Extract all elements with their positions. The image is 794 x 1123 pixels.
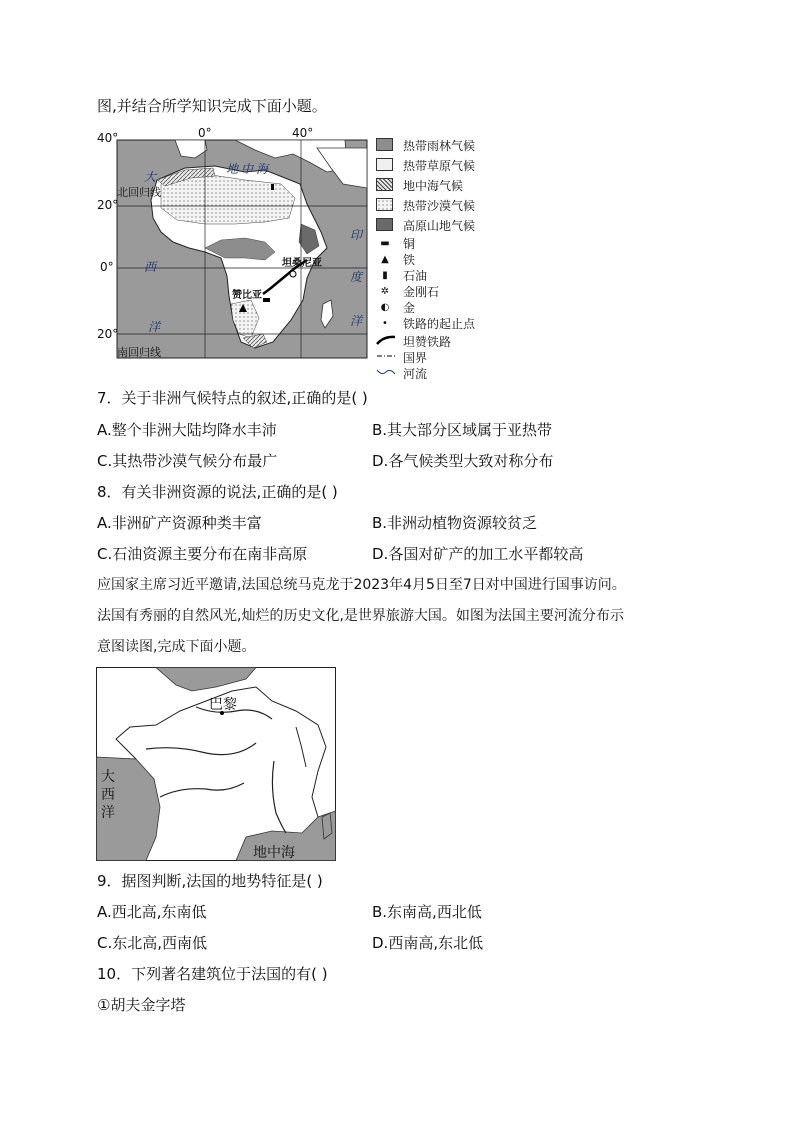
q8-option-d[interactable]: D.各国对矿产的加工水平都较高	[372, 545, 584, 563]
label-paris: 巴黎	[209, 697, 237, 713]
label-med-sea: 地中海	[226, 162, 272, 176]
copper-icon	[263, 298, 270, 302]
france-intro-1: 应国家主席习近平邀请,法国总统马克龙于2023年4月5日至7日对中国进行国事访问。	[97, 577, 626, 593]
lat-20s: 20°	[97, 327, 119, 341]
q9-stem: 9．据图判断,法国的地势特征是( )	[97, 872, 323, 890]
q7-option-a[interactable]: A.整个非洲大陆均降水丰沛	[97, 421, 277, 439]
iron-icon: ▲	[381, 254, 389, 265]
q8-stem: 8．有关非洲资源的说法,正确的是( )	[97, 483, 338, 501]
gold-icon	[290, 271, 296, 277]
q7-stem: 7．关于非洲气候特点的叙述,正确的是( )	[97, 389, 368, 407]
lat-20n: 20°	[97, 198, 119, 212]
label-zambia: 赞比亚	[232, 290, 262, 301]
diamond-icon: ✲	[380, 286, 390, 297]
railway-end-icon: •	[382, 318, 388, 329]
q8-option-a[interactable]: A.非洲矿产资源种类丰富	[97, 514, 262, 532]
intro-text: 图,并结合所学知识完成下面小题。	[97, 97, 327, 115]
lat-40: 40°	[97, 131, 119, 145]
label-indian-1: 印	[350, 228, 363, 242]
label-indian-2: 度	[350, 270, 363, 284]
q9-option-b[interactable]: B.东南高,西北低	[372, 903, 482, 921]
gold-icon: ◐	[380, 302, 390, 313]
label-atlantic-3: 洋	[148, 320, 161, 334]
copper-icon: ▬	[380, 238, 390, 249]
lon-40: 40°	[292, 126, 314, 140]
q7-option-c[interactable]: C.其热带沙漠气候分布最广	[97, 452, 278, 470]
q8-option-c[interactable]: C.石油资源主要分布在南非高原	[97, 545, 308, 563]
q7-option-d[interactable]: D.各气候类型大致对称分布	[372, 452, 554, 470]
q8-option-b[interactable]: B.非洲动植物资源较贫乏	[372, 514, 538, 532]
border-icon	[376, 350, 394, 364]
lat-0: 0°	[100, 260, 114, 274]
lon-0: 0°	[198, 126, 212, 140]
q7-option-b[interactable]: B.其大部分区域属于亚热带	[372, 421, 553, 439]
oil-icon: ▮	[382, 270, 388, 281]
label-atlantic: 大西洋	[101, 769, 115, 821]
france-intro-3: 意图读图,完成下面小题。	[97, 639, 256, 655]
q9-option-d[interactable]: D.西南高,东北低	[372, 934, 484, 952]
label-atlantic-2: 西	[144, 260, 157, 274]
q9-option-c[interactable]: C.东北高,西南低	[97, 934, 208, 952]
label-tanzania: 坦桑尼亚	[282, 258, 322, 269]
tazara-railway-icon	[376, 334, 394, 348]
label-mediterranean: 地中海	[253, 845, 295, 861]
label-indian-3: 洋	[350, 314, 363, 328]
river-icon	[376, 366, 394, 380]
q9-option-a[interactable]: A.西北高,东南低	[97, 903, 207, 921]
label-tropic-south: 南回归线	[117, 346, 161, 359]
france-intro-2: 法国有秀丽的自然风光,灿烂的历史文化,是世界旅游大国。如图为法国主要河流分布示	[97, 608, 624, 624]
oil-icon	[271, 184, 274, 190]
label-tropic-north: 北回归线	[117, 186, 161, 199]
label-atlantic-1: 大	[144, 170, 157, 184]
q10-stem: 10．下列著名建筑位于法国的有( )	[97, 965, 328, 983]
q10-item-1: ①胡夫金字塔	[97, 996, 186, 1014]
